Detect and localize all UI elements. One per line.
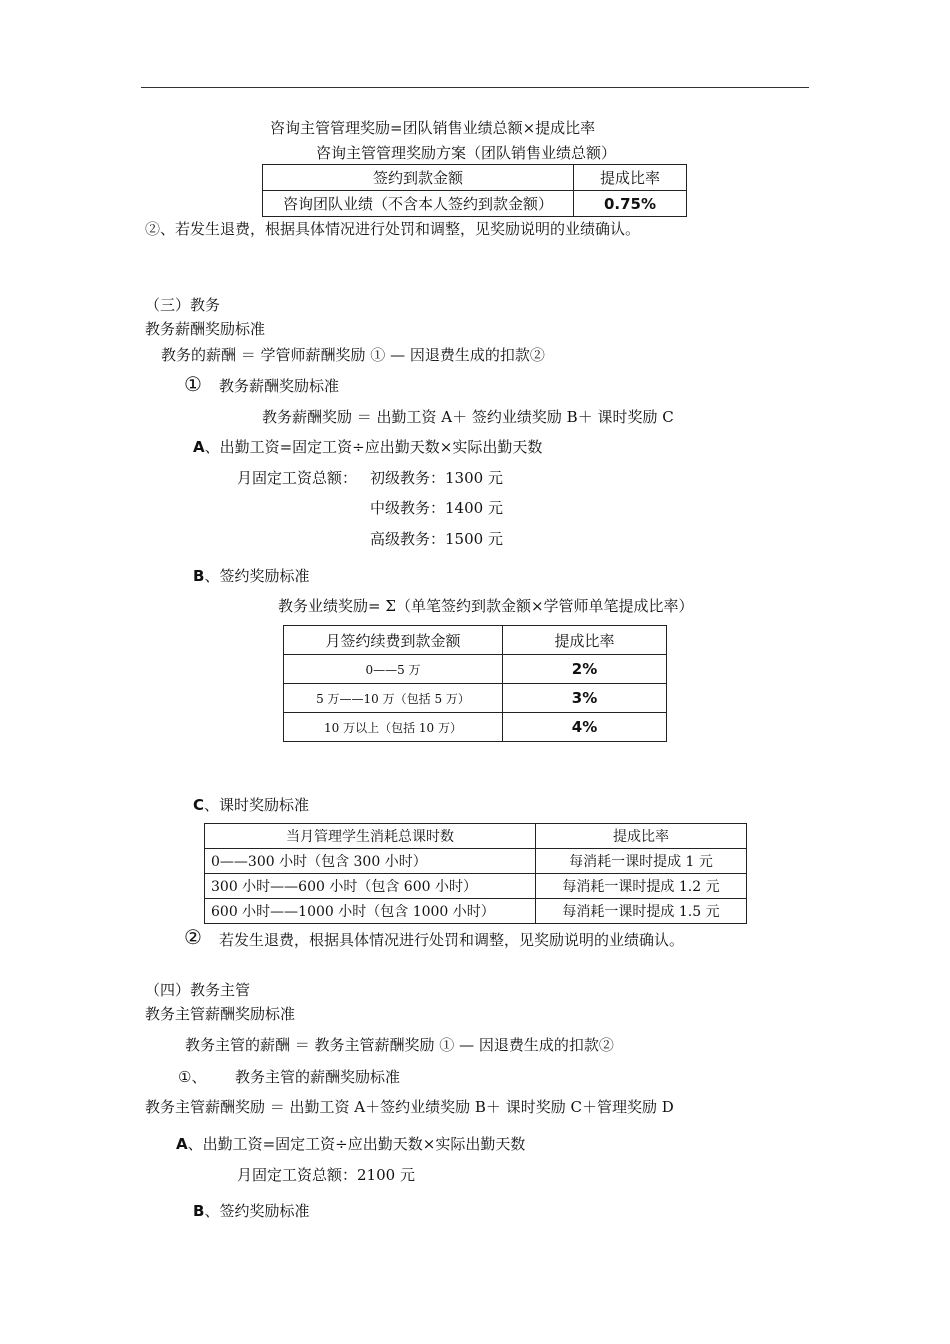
consult-refund-note: ②、若发生退费，根据具体情况进行处罚和调整，见奖励说明的业绩确认。 <box>145 220 641 238</box>
supervisor-subtitle: 教务主管薪酬奖励标准 <box>145 1005 296 1023</box>
academic-b-item <box>193 566 309 586</box>
table-cell: 0——5 万 <box>284 655 503 684</box>
table-header-row <box>263 165 687 191</box>
section-title-academic: （三）教务 <box>145 296 221 314</box>
table-header-cell: 提成比率 <box>574 165 687 191</box>
table-cell: 2% <box>503 655 667 684</box>
supervisor-reward-formula: 教务主管薪酬奖励 ＝ 出勤工资 A＋签约业绩奖励 B＋ 课时奖励 C＋管理奖励 D <box>145 1098 674 1116</box>
a-marker: A <box>193 438 205 456</box>
table-cell: 4% <box>503 713 667 742</box>
circled-one-marker: ① <box>184 372 202 396</box>
supervisor-b-item <box>193 1201 309 1221</box>
table-cell: 每消耗一课时提成 1 元 <box>536 849 747 874</box>
section-title-supervisor: （四）教务主管 <box>145 981 251 999</box>
fixed-salary-label: 月固定工资总额： <box>237 469 358 487</box>
header-rule <box>141 87 809 88</box>
hour-reward-table <box>204 823 747 924</box>
table-header-cell: 当月管理学生消耗总课时数 <box>205 824 536 849</box>
table-cell: 0.75% <box>574 191 687 217</box>
table-row <box>284 684 667 713</box>
a-marker: A <box>176 1135 188 1153</box>
b-text: 、签约奖励标准 <box>204 567 310 585</box>
table-cell: 600 小时——1000 小时（包含 1000 小时） <box>205 899 536 924</box>
sign-reward-table <box>283 625 667 742</box>
table-header-cell: 月签约续费到款金额 <box>284 626 503 655</box>
table-row <box>263 191 687 217</box>
academic-refund-note: 若发生退费，根据具体情况进行处罚和调整，见奖励说明的业绩确认。 <box>219 931 685 949</box>
consult-table-title: 咨询主管管理奖励方案（团队销售业绩总额） <box>316 144 617 162</box>
table-row <box>284 655 667 684</box>
consult-formula: 咨询主管管理奖励=团队销售业绩总额×提成比率 <box>270 119 596 137</box>
academic-c-item <box>193 795 309 815</box>
b-marker: B <box>193 567 205 585</box>
a-text: 、出勤工资=固定工资÷应出勤天数×实际出勤天数 <box>204 438 543 456</box>
academic-subtitle: 教务薪酬奖励标准 <box>145 320 266 338</box>
table-header-cell: 提成比率 <box>503 626 667 655</box>
table-header-cell: 签约到款金额 <box>263 165 574 191</box>
fixed-level-senior: 高级教务：1500 元 <box>370 530 503 548</box>
fixed-level-junior: 初级教务：1300 元 <box>370 469 503 487</box>
table-cell: 每消耗一课时提成 1.5 元 <box>536 899 747 924</box>
academic-std-title: 教务薪酬奖励标准 <box>219 377 340 395</box>
c-text: 、课时奖励标准 <box>204 796 310 814</box>
table-row <box>205 849 747 874</box>
consult-table <box>262 164 687 217</box>
c-marker: C <box>193 796 205 814</box>
table-header-row <box>284 626 667 655</box>
academic-reward-formula: 教务薪酬奖励 ＝ 出勤工资 A＋ 签约业绩奖励 B＋ 课时奖励 C <box>262 408 674 426</box>
table-cell: 10 万以上（包括 10 万） <box>284 713 503 742</box>
supervisor-std-marker: ①、 <box>178 1068 207 1086</box>
b-text: 、签约奖励标准 <box>204 1202 310 1220</box>
supervisor-a-item <box>176 1134 525 1154</box>
circled-two-marker: ② <box>184 925 202 949</box>
academic-b-formula: 教务业绩奖励= Σ（单笔签约到款金额×学管师单笔提成比率） <box>278 597 694 615</box>
table-cell: 300 小时——600 小时（包含 600 小时） <box>205 874 536 899</box>
table-cell: 5 万——10 万（包括 5 万） <box>284 684 503 713</box>
table-cell: 咨询团队业绩（不含本人签约到款金额） <box>263 191 574 217</box>
table-header-row <box>205 824 747 849</box>
supervisor-fixed-salary: 月固定工资总额：2100 元 <box>237 1166 415 1184</box>
academic-a-item <box>193 437 542 457</box>
b-marker: B <box>193 1202 205 1220</box>
table-row <box>205 899 747 924</box>
supervisor-std-title: 教务主管的薪酬奖励标准 <box>235 1068 401 1086</box>
supervisor-salary-formula: 教务主管的薪酬 ＝ 教务主管薪酬奖励 ① — 因退费生成的扣款② <box>185 1036 614 1054</box>
table-row <box>205 874 747 899</box>
table-header-cell: 提成比率 <box>536 824 747 849</box>
table-cell: 0——300 小时（包含 300 小时） <box>205 849 536 874</box>
academic-salary-formula: 教务的薪酬 ＝ 学管师薪酬奖励 ① — 因退费生成的扣款② <box>161 346 545 364</box>
table-row <box>284 713 667 742</box>
table-cell: 每消耗一课时提成 1.2 元 <box>536 874 747 899</box>
fixed-level-middle: 中级教务：1400 元 <box>370 499 503 517</box>
a-text: 、出勤工资=固定工资÷应出勤天数×实际出勤天数 <box>187 1135 526 1153</box>
table-cell: 3% <box>503 684 667 713</box>
